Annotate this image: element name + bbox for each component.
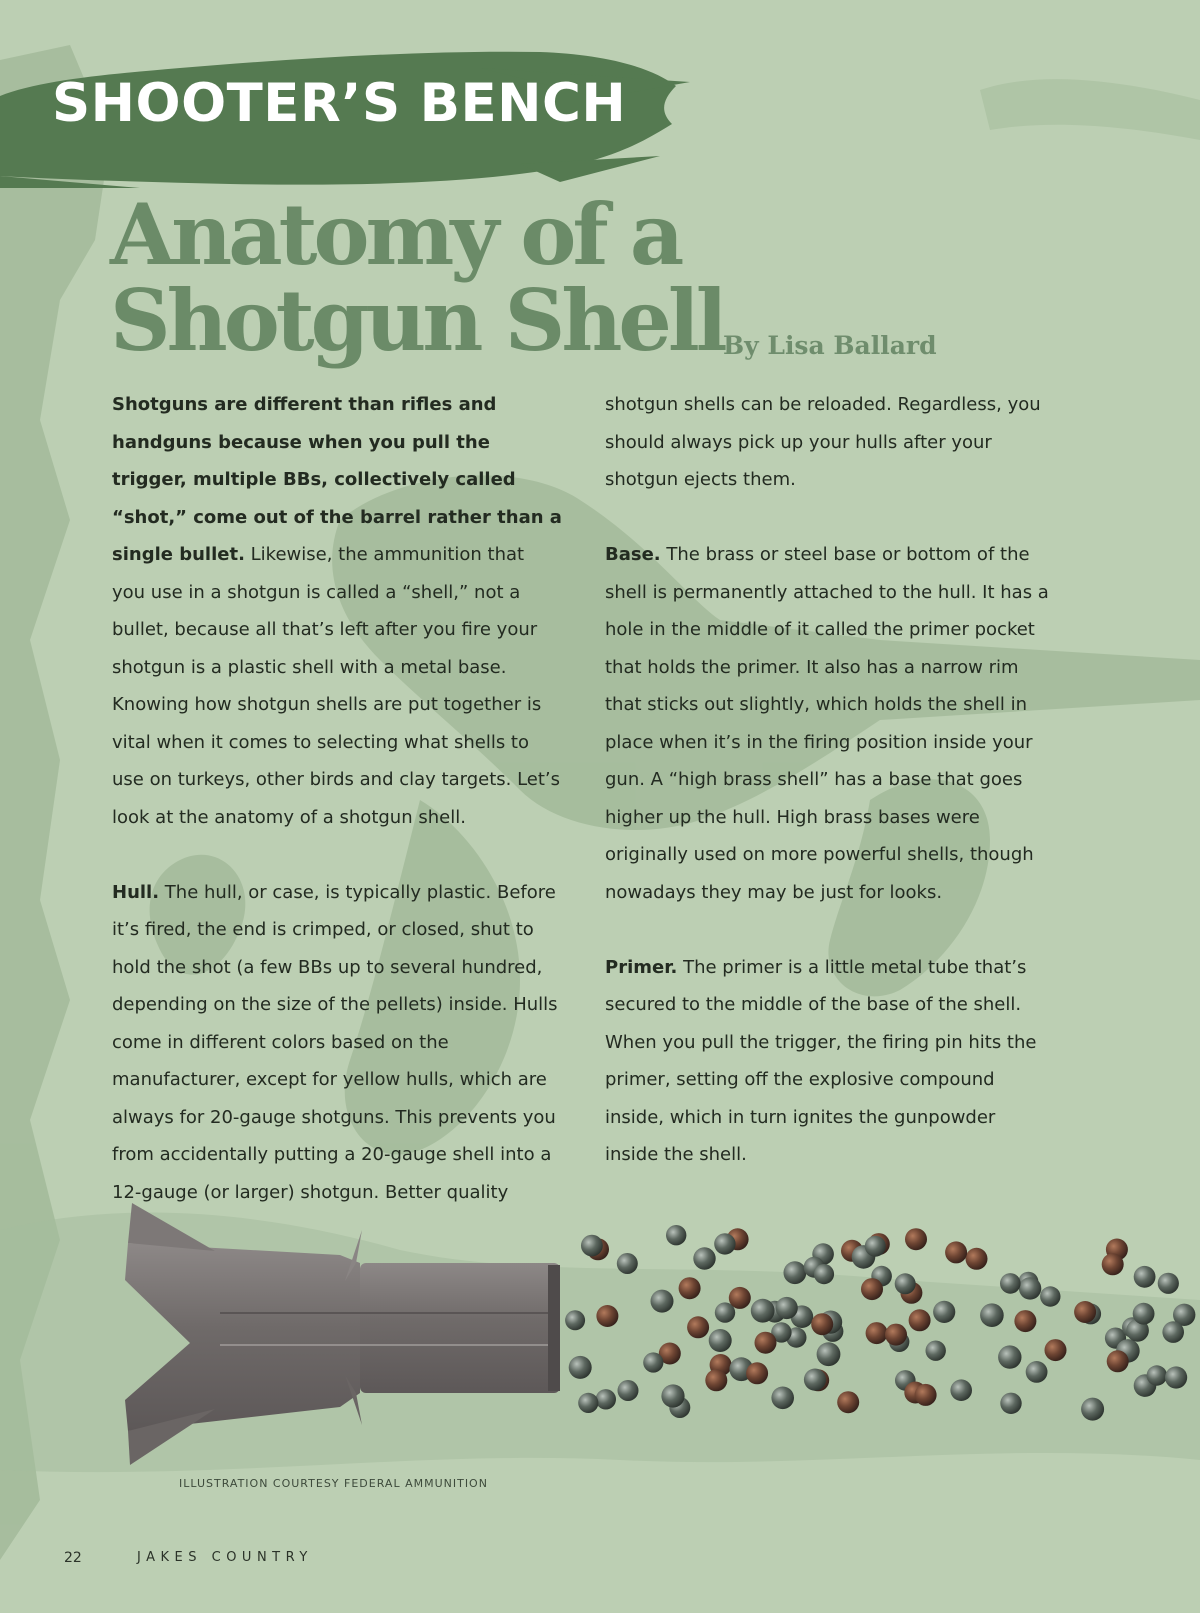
article-lead: Shotguns are different than rifles and handguns because when you pull the trigger, multiple BBs, collectively called “shot,” come out of the barrel rather than a single bullet. <box>112 394 562 565</box>
lead-pellet <box>861 1278 883 1300</box>
steel-pellet <box>933 1301 955 1323</box>
section-title: SHOOTER’S BENCH <box>52 73 627 134</box>
steel-pellet <box>1026 1361 1048 1383</box>
lead-pellet <box>1074 1301 1096 1323</box>
steel-pellet <box>643 1352 663 1372</box>
steel-pellet <box>1165 1366 1187 1388</box>
shotgun-wad <box>125 1203 560 1465</box>
steel-pellet <box>1019 1277 1041 1299</box>
lead-pellet <box>1045 1339 1067 1361</box>
lead-pellet <box>915 1384 937 1406</box>
lead-pellet <box>755 1332 777 1354</box>
steel-pellet <box>709 1329 732 1352</box>
steel-pellet <box>1158 1273 1179 1294</box>
primer-text: The primer is a little metal tube that’s secured to the middle of the base of the shell. When you pull the trigger, the firing pin hits the primer, setting off the explosive compound inside, which in turn ignites the gunpowder inside the shell. <box>605 956 1037 1165</box>
steel-pellet <box>980 1303 1004 1327</box>
lead-pellet <box>746 1362 768 1384</box>
lead-pellet <box>1107 1350 1129 1372</box>
lead-pellet <box>1014 1310 1036 1332</box>
steel-pellet <box>998 1345 1021 1368</box>
lead-pellet <box>705 1369 727 1391</box>
illustration-caption: ILLUSTRATION COURTESY FEDERAL AMMUNITION <box>179 1477 488 1490</box>
hull-text: The hull, or case, is typically plastic. Before it’s fired, the end is crimped, or closed, shut to hold the shot (a few BBs up to several hundred, depending on the size of the pellets) inside. Hulls come in different colors based on the manufacturer, except for yellow hulls, which are always for 20-gauge shotguns. This prevents you from accidentally putting a 20-gauge shell into a 12-gauge (or larger) shotgun. Better quality <box>112 881 558 1203</box>
steel-pellet <box>895 1273 916 1294</box>
steel-pellet <box>751 1299 775 1323</box>
article-column-left <box>112 386 562 1211</box>
steel-pellet <box>581 1235 603 1257</box>
base-text: The brass or steel base or bottom of the shell is permanently attached to the hull. It has a hole in the middle of it called the primer pocket that holds the primer. It also has a narrow rim that sticks out slightly, which holds the shell in place when it’s in the firing position inside your gun. A “high brass shell” has a base that goes higher up the hull. High brass bases were originally used on more powerful shells, though nowadays they may be just for looks. <box>605 544 1049 903</box>
base-term: Base. <box>605 544 661 565</box>
shot-pellets <box>565 1225 1195 1421</box>
steel-pellet <box>865 1236 886 1257</box>
steel-pellet <box>926 1341 946 1361</box>
steel-pellet <box>661 1384 684 1407</box>
headline-line-2: Shotgun Shell <box>110 271 724 370</box>
article-intro: Likewise, the ammunition that you use in a shotgun is called a “shell,” not a bullet, because all that’s left after you fire your shotgun is a plastic shell with a metal base. Knowing how shotgun shells are put together is vital when it comes to selecting what shells to use on turkeys, other birds and clay targets. Let’s look at the anatomy of a shotgun shell. <box>112 544 561 828</box>
lead-pellet <box>1102 1253 1124 1275</box>
article-headline <box>110 185 810 370</box>
article-byline: By Lisa Ballard <box>723 331 937 360</box>
primer-paragraph <box>605 949 1050 1174</box>
steel-pellet <box>817 1342 841 1366</box>
primer-term: Primer. <box>605 956 678 978</box>
magazine-name: JAKES COUNTRY <box>137 1550 313 1565</box>
steel-pellet <box>578 1393 598 1413</box>
base-paragraph <box>605 536 1050 911</box>
steel-pellet <box>565 1310 585 1330</box>
steel-pellet <box>651 1290 674 1313</box>
lead-pellet <box>866 1322 888 1344</box>
article-intro-paragraph <box>112 386 562 836</box>
lead-pellet <box>837 1391 859 1413</box>
steel-pellet <box>804 1369 826 1391</box>
lead-pellet <box>596 1305 618 1327</box>
hull-paragraph <box>112 874 562 1212</box>
steel-pellet <box>1133 1303 1155 1325</box>
steel-pellet <box>784 1261 807 1284</box>
steel-pellet <box>1000 1393 1021 1414</box>
steel-pellet <box>666 1225 686 1245</box>
steel-pellet <box>714 1233 735 1254</box>
steel-pellet <box>617 1253 638 1274</box>
lead-pellet <box>679 1277 701 1299</box>
headline-line-1: Anatomy of a <box>110 185 681 284</box>
lead-pellet <box>811 1313 833 1335</box>
steel-pellet <box>950 1379 972 1401</box>
steel-pellet <box>814 1264 834 1284</box>
steel-pellet <box>1081 1398 1104 1421</box>
steel-pellet <box>1040 1286 1060 1306</box>
steel-pellet <box>1162 1321 1184 1343</box>
hull-term: Hull. <box>112 881 160 903</box>
lead-pellet <box>885 1324 907 1346</box>
hull-continued-paragraph: shotgun shells can be reloaded. Regardless, you should always pick up your hulls after your shotgun ejects them. <box>605 394 1041 490</box>
steel-pellet <box>569 1356 592 1379</box>
article-column-right <box>605 386 1050 1174</box>
steel-pellet <box>1000 1273 1021 1294</box>
lead-pellet <box>945 1241 967 1263</box>
lead-pellet <box>966 1248 988 1270</box>
steel-pellet <box>618 1380 639 1401</box>
steel-pellet <box>1147 1365 1167 1385</box>
shotgun-wad-and-shot-illustration <box>0 1185 1200 1475</box>
lead-pellet <box>687 1316 709 1338</box>
steel-pellet <box>776 1297 798 1319</box>
steel-pellet <box>596 1389 616 1409</box>
steel-pellet <box>693 1247 715 1269</box>
page-number: 22 <box>64 1550 82 1566</box>
steel-pellet <box>771 1387 794 1410</box>
steel-pellet <box>1134 1266 1156 1288</box>
lead-pellet <box>729 1287 751 1309</box>
lead-pellet <box>905 1228 927 1250</box>
lead-pellet <box>909 1309 931 1331</box>
